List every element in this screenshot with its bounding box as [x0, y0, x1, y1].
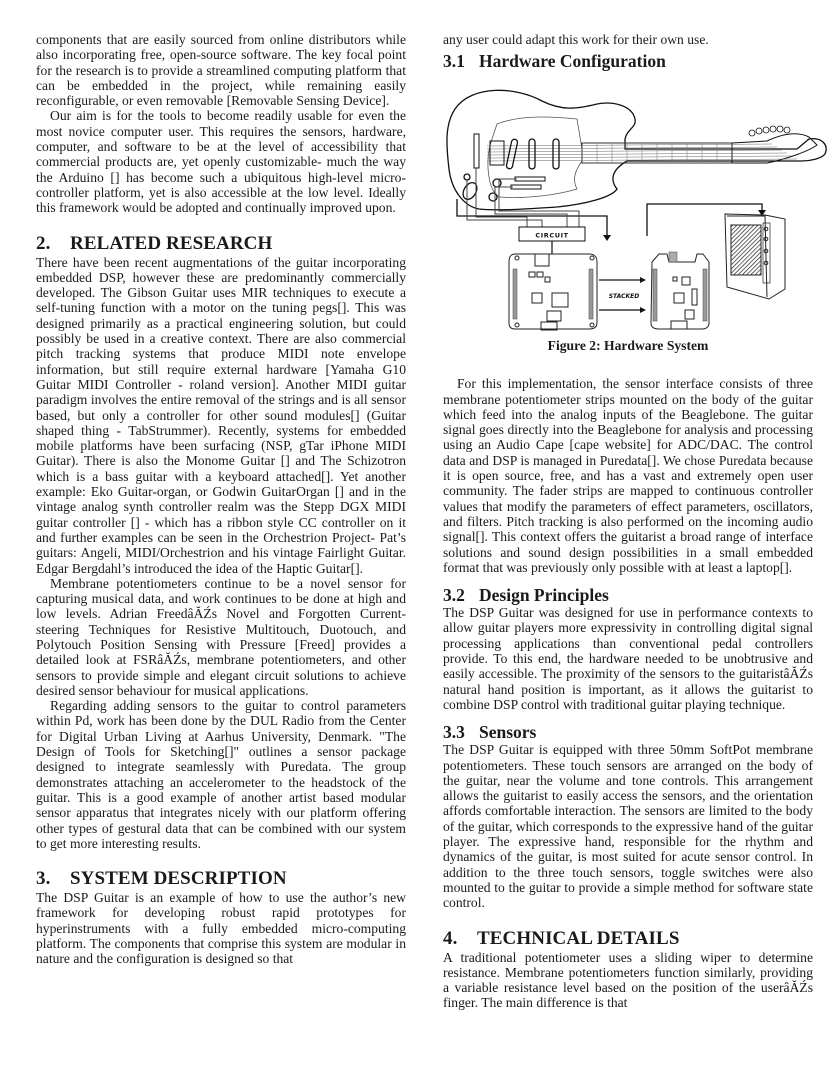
section-4-heading	[443, 928, 813, 950]
output-jack	[460, 181, 479, 203]
section-2-heading	[36, 233, 406, 255]
section-3-title: SYSTEM DESCRIPTION	[70, 868, 287, 890]
toggle-switch	[464, 174, 470, 180]
amplifier	[725, 214, 785, 299]
related-research-paragraph-1: There have been recent augmentations of the guitar incorporating embedded DSP, however these are predominantly commercially developed. The Gibson Guitar uses MIR techniques to execute a self-tuning function with a motor on the tuning pegs[]. This was designed primarily as a practical engineering solution, but could possibly be used in a creative context. There are also commercial pitch tracking systems that produce MIDI note envelope information, but still require external hardware [Yamaha G10 Guitar MIDI Controller - roland version]. Another MIDI guitar paradigm involves the entire removal of the strings and is all sensor based, but only a controller for other sound modules[] (Guitar shaped thing - TabStrummer). Recently, systems for embedded mobile platforms have been surfacing (NSP, gTar iPhone MIDI Guitar). There is also the Monome Guitar [] and The Schizotron which is a bass guitar with a keyboard attached[]. Yet another example: Eko Guitar-organ, or Godwin GuitarOrgan [] and in the vintage analog synth controller realm was the Stepp DGX MIDI guitar controller [] - which has a ribbon style CC controller on it and further examples can be seen in the Orchestrion Project- Pat’s guitars: Angeli, MIDI/Orchestrion and his vintage Fairlight Guitar. Edgar Bergdahl’s introduced the idea of the Haptic Guitar[].	[36, 254, 406, 576]
tuning-pegs	[749, 126, 790, 136]
volume-knob	[493, 179, 501, 187]
subsection-3-3-title: Sensors	[479, 722, 537, 743]
tone-knob	[489, 193, 497, 201]
technical-details-paragraph: A traditional potentiometer uses a sliding wiper to determine resistance. Membrane potentiometers function similarly, providing a variable resistance level based on the position of the userâĂŹs finger. The main difference is that	[443, 949, 813, 1011]
subsection-3-2-heading	[443, 585, 813, 605]
audio-cape-board	[651, 252, 709, 329]
related-research-paragraph-3: Regarding adding sensors to the guitar to control parameters within Pd, work has been done by the DUL Radio from the Center for Digital Urban Living at Aarhus University, Denmark. "The Design of Tools for Sketching[]" outlines a sensor package designed to integrate seamlessly with Puredata. The group demonstrates attaching an accelerometer to the headstock of the guitar. This is a good example of another artist based modular sensor apparatus that integrates nicely with our platform offering other types of gestural data that can be combined with our system to get more interesting results.	[36, 698, 406, 851]
subsection-3-1-heading	[443, 51, 813, 71]
subsection-3-2-title: Design Principles	[479, 585, 609, 606]
hardware-configuration-paragraph: For this implementation, the sensor interface consists of three membrane potentiometer strips mounted on the body of the guitar which feed into the analog inputs of the Beaglebone. The guitar signal goes directly into the Beaglebone for analysis and processing using an Audio Cape [cape website] for ADC/DAC. The control data and DSP is managed in Puredata[]. We chose Puredata because it is open source, free, and has a vast and extremely open user community. The fader strips are mapped to continuous controller values that modify the parameters of effect parameters, oscillators, and filters. Pitch tracking is also performed on the incoming audio signal[]. This context offers the guitarist a broad range of interface solutions and sound design possibilities in a small embedded format that was previously only possible with at least a laptop[].	[443, 376, 813, 575]
design-principles-paragraph: The DSP Guitar was designed for use in performance contexts to allow guitar players more expressivity in controlling digital signal processing applications than conventional pedal controllers provide. To this end, the hardware needed to be unobtrusive and easily accessible. The proximity of the sensors to the guitaristâĂŹs natural hand position is important, as it allows the guitarist to combine DSP control with traditional guitar playing technique.	[443, 605, 813, 712]
sensor-strip-1	[474, 134, 479, 168]
subsection-3-3-heading	[443, 722, 813, 742]
sensor-strip-3	[511, 185, 541, 189]
related-research-paragraph-2: Membrane potentiometers continue to be a novel sensor for capturing musical data, and work continues to be done at high and low levels. Adrian FreedâĂŹs Novel and Forgotten Current-steering Techniques for Resistive Multitouch, Duotouch, and Polytouch Position Sensing with Pressure [Freed] provides a detailed look at FSRâĂŹs, membrane potentiometers, and other sensors to provide simple and elegant circuit solutions to achieve desired sensor behaviour for musical applications.	[36, 575, 406, 698]
pickup-3	[553, 139, 559, 169]
sensors-paragraph: The DSP Guitar is equipped with three 50mm SoftPot membrane potentiometers. These touch sensors are arranged on the body of the guitar, near the volume and tone controls. This arrangement allows the guitarist to easily access the sensors, and the orientation affords comfortable interaction. The sensors are limited to the body of the guitar, which corresponds to the expressive hand of the guitar player. The expressive hand, responsible for the rhythm and dynamics of the guitar, is most suited for acute sensor control. In addition to the three touch sensors, toggle switches were also mounted to the guitar to provide a simple method for software state control.	[443, 742, 813, 911]
section-2-number: 2.	[36, 232, 51, 254]
stacked-label: STACKED	[608, 293, 640, 301]
hardware-diagram	[437, 79, 832, 334]
pickup-2	[529, 139, 535, 169]
continuation-paragraph: any user could adapt this work for their own use.	[443, 32, 709, 47]
subsection-3-1-title: Hardware Configuration	[479, 51, 666, 72]
section-2-title: RELATED RESEARCH	[70, 232, 273, 254]
circuit-label: CIRCUIT	[535, 231, 569, 240]
subsection-3-3-number: 3.3	[443, 722, 465, 743]
section-4-number: 4.	[443, 927, 458, 949]
section-3-number: 3.	[36, 868, 51, 890]
beaglebone-board	[509, 254, 597, 330]
guitar-bridge	[490, 141, 504, 165]
circuit-box	[519, 227, 585, 254]
section-4-title: TECHNICAL DETAILS	[477, 927, 680, 949]
intro-paragraph-2: Our aim is for the tools to become readily usable for even the most novice computer user. This requires the sensors, hardware, computer, and software to be at the level of accessibility that commercial products are, yet openly customizable- much the way the Arduino [] has become such a ubiquitous high-level micro-controller platform, yet is also accessible at the low level. Ideally this framework would be adopted and continually improved upon.	[36, 108, 406, 216]
section-3-heading	[36, 868, 406, 890]
figure-caption: Figure 2: Hardware System	[547, 338, 709, 354]
pickup-1	[506, 139, 518, 170]
right-column	[443, 0, 813, 1011]
left-column	[36, 0, 406, 967]
sensor-strip-2	[515, 177, 545, 181]
intro-paragraph-1: components that are easily sourced from online distributors while also incorporating free, open-source software. The key focal point for the research is to provide a streamlined computing platform that can be embedded in the project, while remaining easily reconfigurable, or even removable [Removable Sensing Device].	[36, 32, 406, 109]
subsection-3-1-number: 3.1	[443, 51, 465, 72]
subsection-3-2-number: 3.2	[443, 585, 465, 606]
system-description-paragraph: The DSP Guitar is an example of how to use the author’s new framework for developing robust rapid prototypes for hyperinstruments with a fully embedded micro-computing platform. The components that comprise this system are modular in nature and the configuration is designed so that	[36, 890, 406, 967]
hardware-system-figure	[437, 79, 827, 334]
